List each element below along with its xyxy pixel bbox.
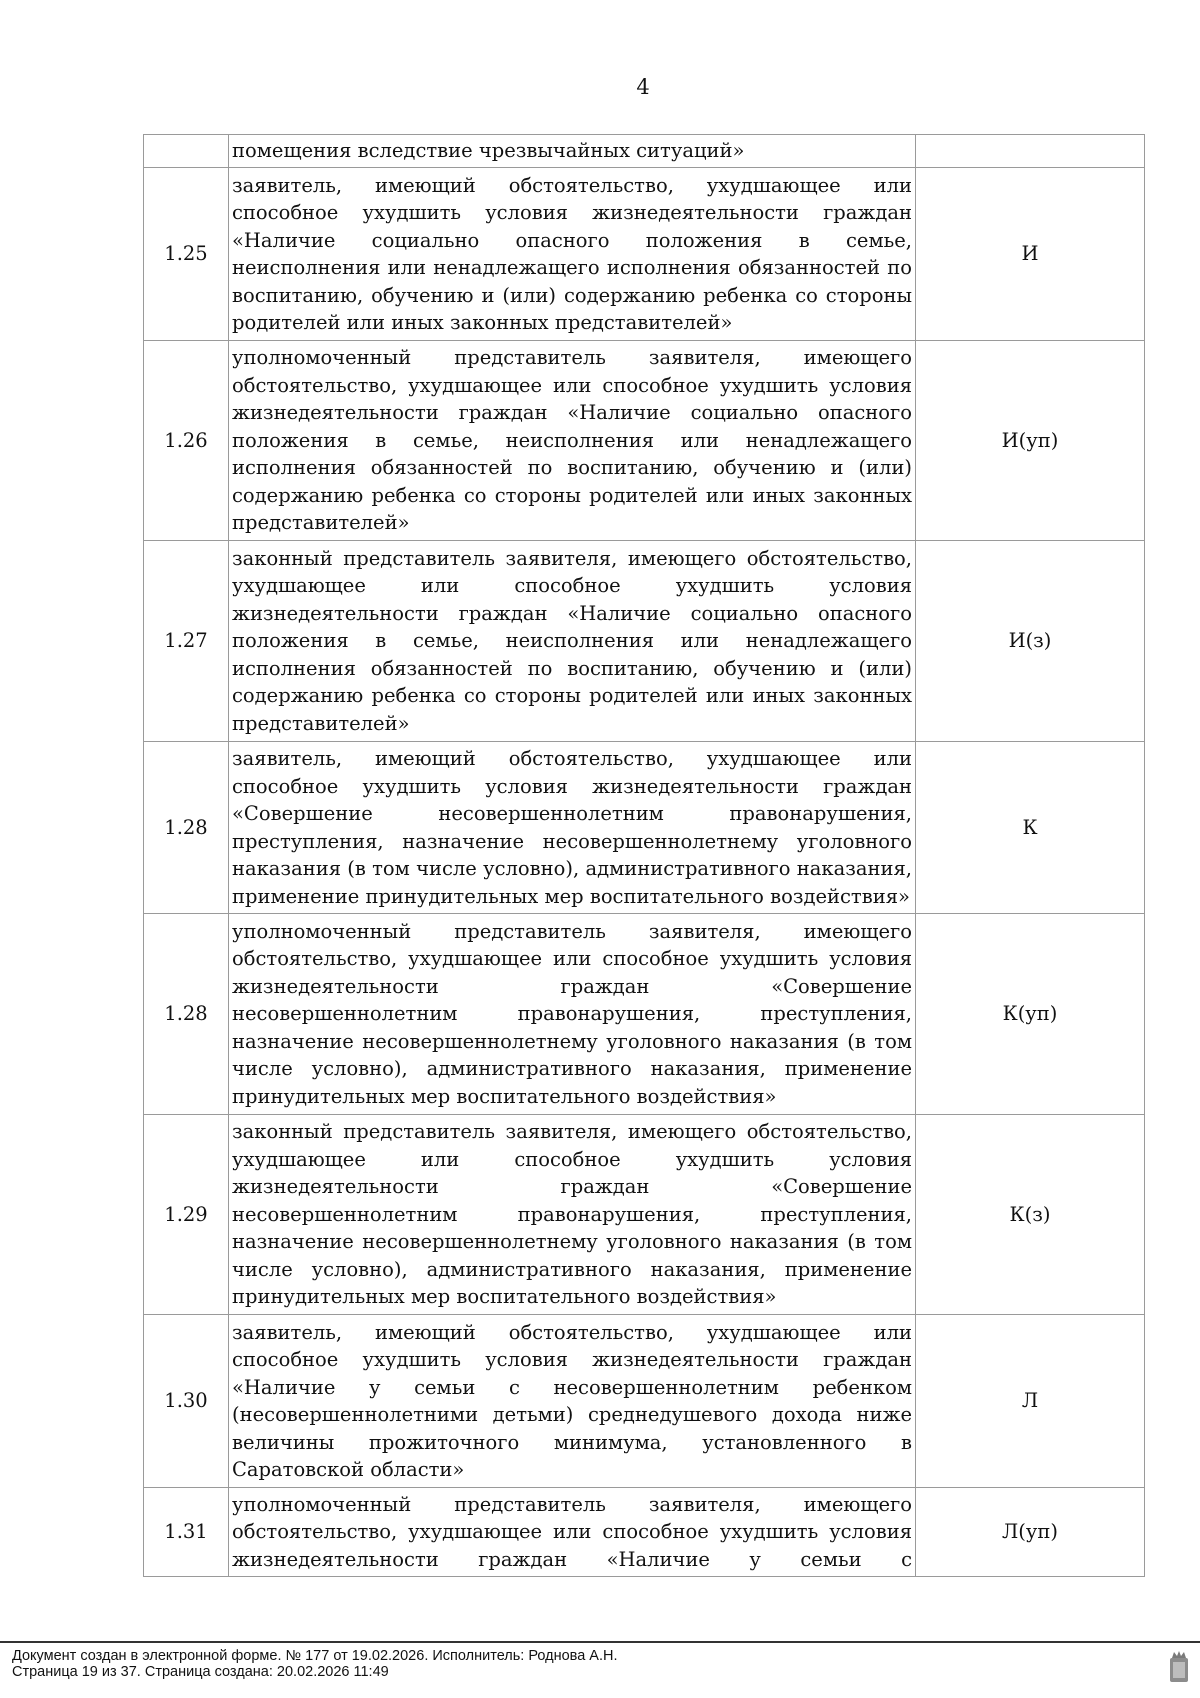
row-number: 1.27	[144, 541, 229, 742]
row-description: уполномоченный представитель заявителя, имеющего обстоятельство, ухудшающее или способное ухудшить условия жизнедеятельности граждан «Наличие у семьи с	[229, 1488, 916, 1577]
table-row	[144, 541, 1145, 742]
row-number: 1.25	[144, 168, 229, 341]
table-row	[144, 1115, 1145, 1315]
footer-page-info: Страница 19 из 37. Страница создана: 20.02.2026 11:49	[12, 1664, 389, 1680]
table-row	[144, 135, 1145, 168]
table-row	[144, 914, 1145, 1115]
row-code: Л(уп)	[916, 1488, 1145, 1577]
row-description: уполномоченный представитель заявителя, имеющего обстоятельство, ухудшающее или способное ухудшить условия жизнедеятельности граждан «Наличие социально опасного положения в семье, неисполнения или ненадлежащего исполнения обязанностей по воспитанию, обучению и (или) содержанию ребенка со стороны родителей или иных законных представителей»	[229, 341, 916, 541]
row-number: 1.28	[144, 742, 229, 914]
row-code: К	[916, 742, 1145, 914]
table-row	[144, 341, 1145, 541]
row-number	[144, 135, 229, 168]
row-code: Л	[916, 1315, 1145, 1488]
row-code: К(уп)	[916, 914, 1145, 1115]
row-number: 1.26	[144, 341, 229, 541]
coat-of-arms-icon	[1168, 1650, 1190, 1684]
row-number: 1.29	[144, 1115, 229, 1315]
document-footer	[12, 1648, 618, 1680]
services-table	[143, 134, 1145, 1577]
row-description: заявитель, имеющий обстоятельство, ухудшающее или способное ухудшить условия жизнедеятельности граждан «Наличие социально опасного положения в семье, неисполнения или ненадлежащего исполнения обязанностей по воспитанию, обучению и (или) содержанию ребенка со стороны родителей или иных законных представителей»	[229, 168, 916, 341]
table-row	[144, 168, 1145, 341]
table-row	[144, 1488, 1145, 1577]
row-code	[916, 135, 1145, 168]
row-code: К(з)	[916, 1115, 1145, 1315]
row-description: уполномоченный представитель заявителя, имеющего обстоятельство, ухудшающее или способное ухудшить условия жизнедеятельности граждан «Совершение несовершеннолетним правонарушения, преступления, назначение несовершеннолетнему уголовного наказания (в том числе условно), административного наказания, применение принудительных мер воспитательного воздействия»	[229, 914, 916, 1115]
footer-document-info: Документ создан в электронной форме. № 177 от 19.02.2026. Исполнитель: Роднова А.Н.	[12, 1648, 618, 1664]
row-number: 1.28	[144, 914, 229, 1115]
page-number: 4	[636, 75, 650, 99]
row-description: заявитель, имеющий обстоятельство, ухудшающее или способное ухудшить условия жизнедеятельности граждан «Наличие у семьи с несовершеннолетним ребенком (несовершеннолетними детьми) среднедушевого дохода ниже величины прожиточного минимума, установленного в Саратовской области»	[229, 1315, 916, 1488]
row-description: помещения вследствие чрезвычайных ситуаций»	[229, 135, 916, 168]
row-description: заявитель, имеющий обстоятельство, ухудшающее или способное ухудшить условия жизнедеятельности граждан «Совершение несовершеннолетним правонарушения, преступления, назначение несовершеннолетнему уголовного наказания (в том числе условно), административного наказания, применение принудительных мер воспитательного воздействия»	[229, 742, 916, 914]
row-description: законный представитель заявителя, имеющего обстоятельство, ухудшающее или способное ухудшить условия жизнедеятельности граждан «Наличие социально опасного положения в семье, неисполнения или ненадлежащего исполнения обязанностей по воспитанию, обучению и (или) содержанию ребенка со стороны родителей или иных законных представителей»	[229, 541, 916, 742]
row-number: 1.31	[144, 1488, 229, 1577]
table-row	[144, 742, 1145, 914]
row-code: И	[916, 168, 1145, 341]
row-number: 1.30	[144, 1315, 229, 1488]
row-code: И(уп)	[916, 341, 1145, 541]
table-row	[144, 1315, 1145, 1488]
footer-divider	[0, 1641, 1200, 1643]
row-description: законный представитель заявителя, имеющего обстоятельство, ухудшающее или способное ухудшить условия жизнедеятельности граждан «Совершение несовершеннолетним правонарушения, преступления, назначение несовершеннолетнему уголовного наказания (в том числе условно), административного наказания, применение принудительных мер воспитательного воздействия»	[229, 1115, 916, 1315]
row-code: И(з)	[916, 541, 1145, 742]
